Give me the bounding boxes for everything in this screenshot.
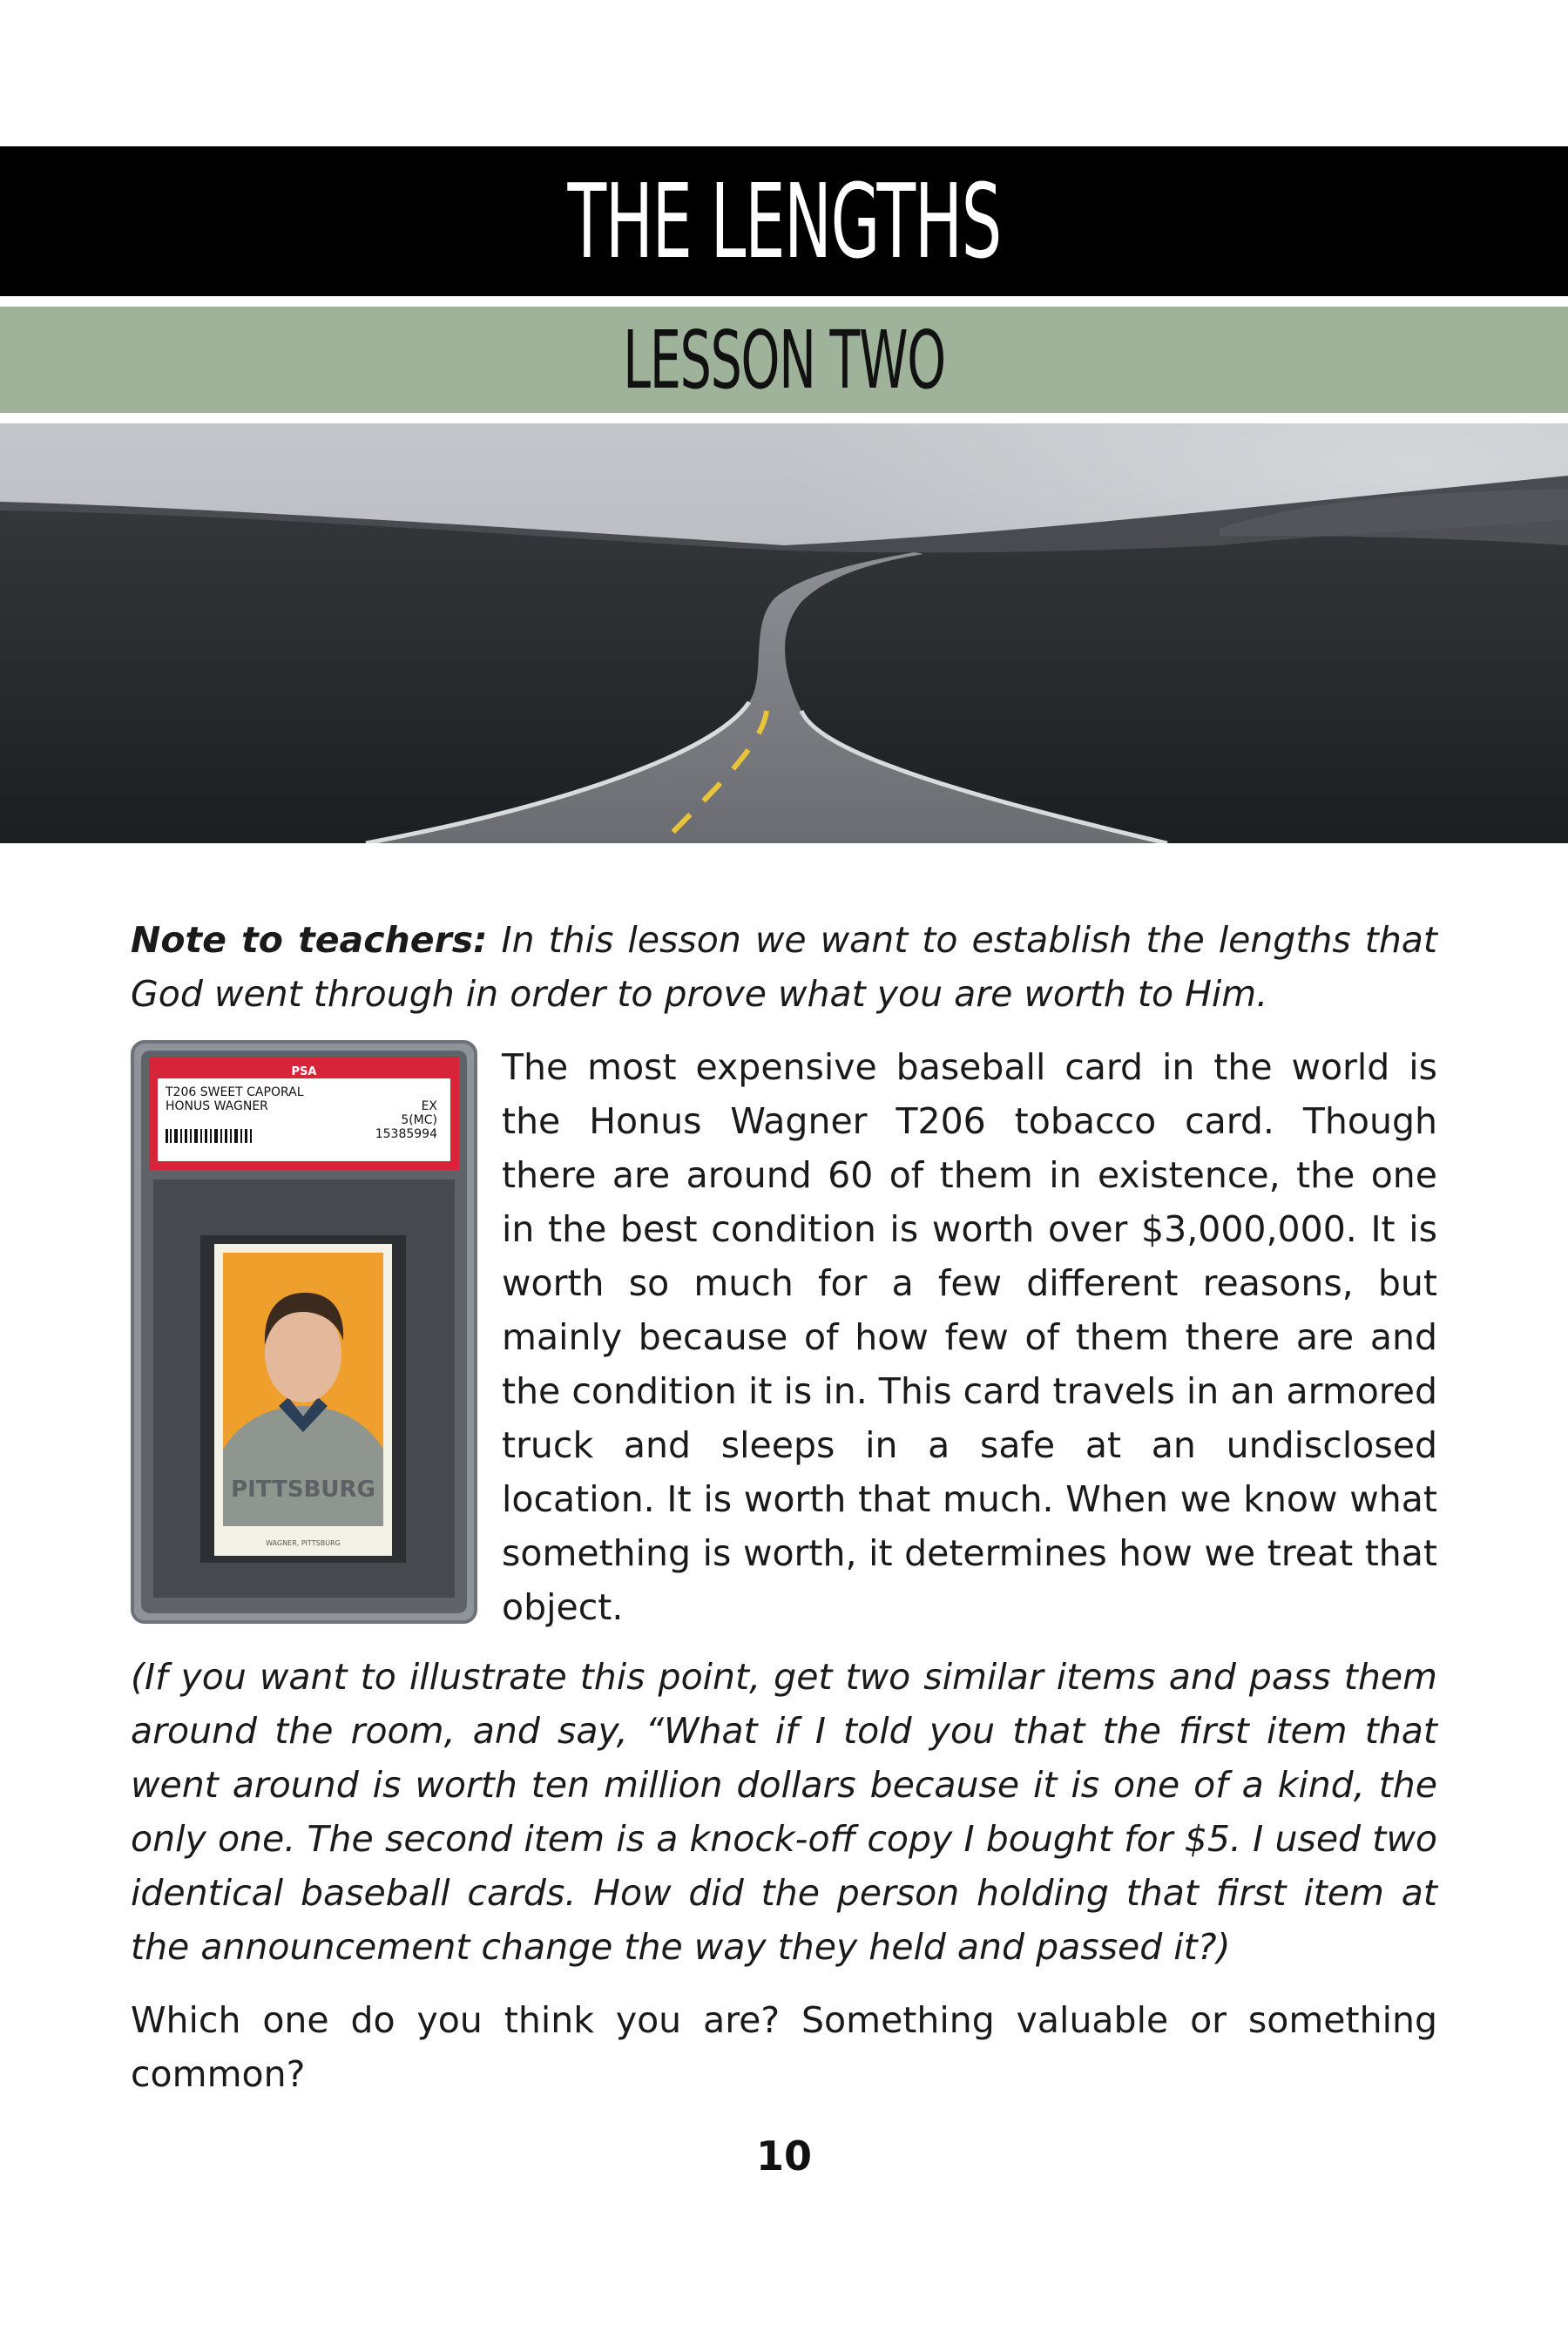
honus-wagner-card-image — [131, 1040, 477, 1624]
title-banner — [0, 146, 1568, 296]
page-title: THE LENGTHS — [567, 161, 1001, 281]
paragraph-question: Which one do you think you are? Something valuable or something common? — [131, 1999, 1437, 2095]
card-caption: WAGNER, PITTSBURG — [266, 1539, 341, 1547]
baseball-card-photo — [131, 1040, 477, 1624]
card-grade-line2: 5(MC) — [401, 1113, 437, 1127]
card-label-line1: T206 SWEET CAPORAL — [166, 1085, 304, 1099]
road-landscape-image — [0, 423, 1568, 843]
card-jersey-text: PITTSBURG — [231, 1477, 375, 1503]
card-grader: PSA — [291, 1065, 317, 1078]
paragraph-illustration: (If you want to illustrate this point, get two similar items and pass them around the room, and say, “What if I told you that the first item that went around is worth ten million dollars because it is one of a kind, the only one. The second item is a knock-off copy I bought for $5. I used two identical baseball cards. How did the person holding that first item at the announcement change the way they held and passed it?) — [131, 1656, 1437, 1968]
paragraph-honus-wagner: The most expensive baseball card in the world is the Honus Wagner T206 tobacco card. Though there are around 60 of them in existence, the one in the best condition is worth over $3,000,000. It is worth so much for a few different reasons, but mainly because of how few of them there are and the condition it is in. This card travels in an armored truck and sleeps in a safe at an undisclosed location. It is worth that much. When we know what something is worth, it determines how we treat that object. — [502, 1046, 1437, 1628]
card-label-line2: HONUS WAGNER — [166, 1099, 268, 1113]
subtitle-banner — [0, 307, 1568, 413]
page-number: 10 — [755, 2132, 812, 2180]
card-cert-number: 15385994 — [375, 1127, 437, 1141]
teacher-note-text: In this lesson we want to establish the lengths that God went through in order to prove what you are worth to Him. — [131, 919, 1438, 1015]
teacher-note — [131, 913, 1437, 1021]
teacher-note-lead: Note to teachers: — [131, 919, 488, 961]
lesson-body — [131, 913, 1437, 2101]
lesson-subtitle: LESSON TWO — [623, 313, 945, 407]
card-grade-line1: EX — [421, 1099, 437, 1113]
road-landscape-photo — [0, 423, 1568, 843]
